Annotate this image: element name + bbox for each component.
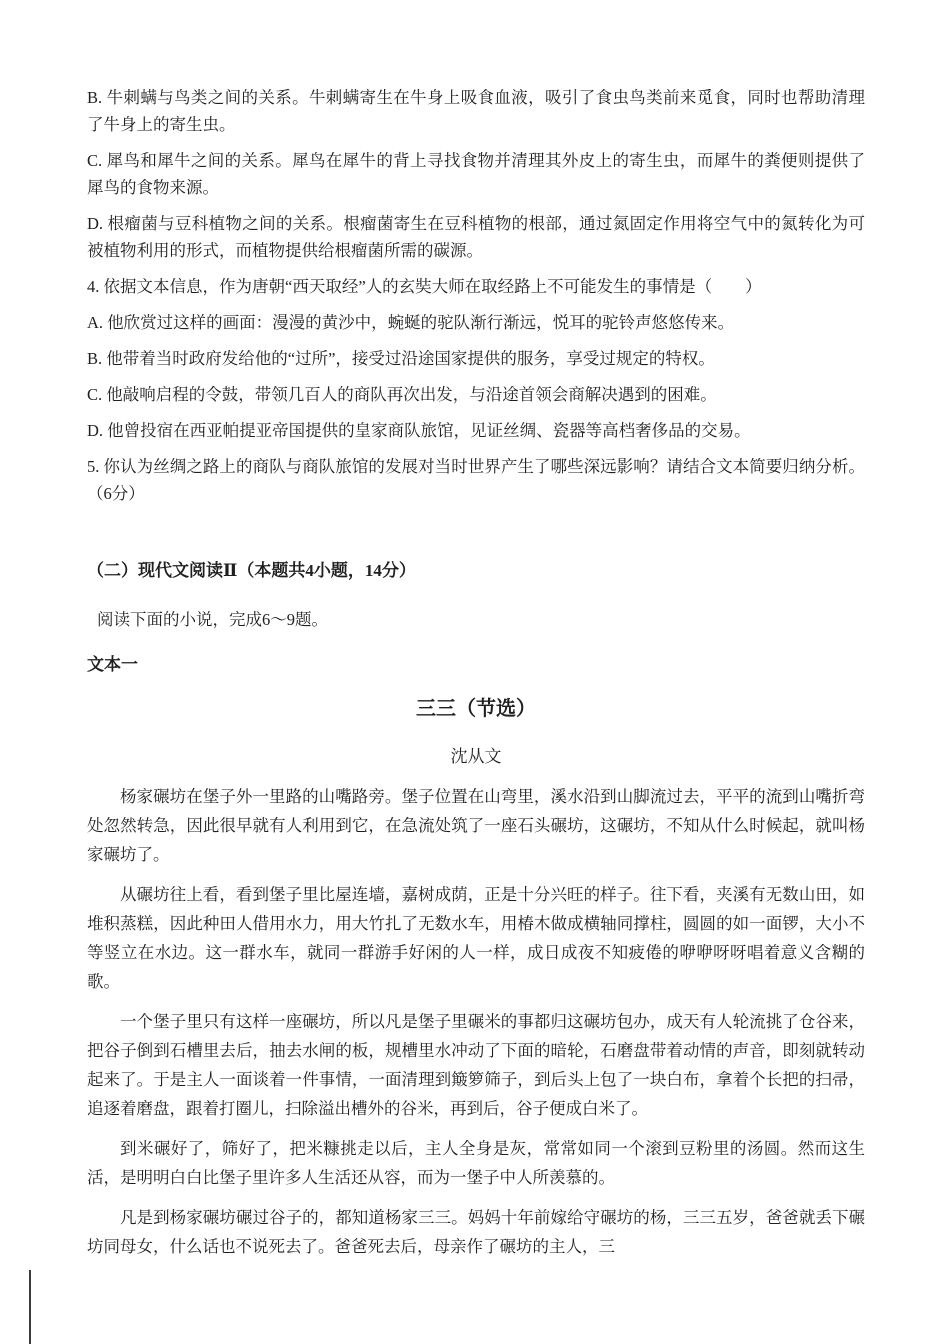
question4-stem: 4. 依据文本信息，作为唐朝“西天取经”人的玄奘大师在取经路上不可能发生的事情是（ ） <box>87 277 762 296</box>
question3-option-d: D. 根瘤菌与豆科植物之间的关系。根瘤菌寄生在豆科植物的根部，通过氮固定作用将空气中的氮转化为可被植物利用的形式，而植物提供给根瘤菌所需的碳源。 <box>87 214 865 260</box>
question4-option-a: A. 他欣赏过这样的画面：漫漫的黄沙中，蜿蜒的驼队渐行渐远，悦耳的驼铃声悠悠传来。 <box>87 313 735 332</box>
question3-option-c: C. 犀鸟和犀牛之间的关系。犀鸟在犀牛的背上寻找食物并清理其外皮上的寄生虫，而犀牛的粪便则提供了犀鸟的食物来源。 <box>87 151 865 197</box>
question4-option-d: D. 他曾投宿在西亚帕提亚帝国提供的皇家商队旅馆，见证丝绸、瓷器等高档奢侈品的交易。 <box>87 421 751 440</box>
section2-instruction: 阅读下面的小说，完成6～9题。 <box>97 610 328 629</box>
story-author: 沈从文 <box>450 747 502 766</box>
story-title: 三三（节选） <box>416 698 536 720</box>
story-paragraph: 一个堡子里只有这样一座碾坊，所以凡是堡子里碾米的事都归这碾坊包办，成天有人轮流挑了仓谷来，把谷子倒到石槽里去后，抽去水闸的板，规槽里水冲动了下面的暗轮，石磨盘带着动情的声音，即刻就转动起来了。于是主人一面谈着一件事情，一面清理到簸箩筛子，到后头上包了一块白布，拿着个长把的扫帚，追逐着磨盘，跟着打圈儿，扫除溢出槽外的谷米，再到后，谷子便成白米了。 <box>87 1012 865 1118</box>
story-body <box>87 782 865 1261</box>
text-one-label: 文本一 <box>87 655 138 674</box>
question3-option-b: B. 牛刺螨与鸟类之间的关系。牛刺螨寄生在牛身上吸食血液，吸引了食虫鸟类前来觅食，同时也帮助清理了牛身上的寄生虫。 <box>87 88 865 134</box>
story-paragraph: 杨家碾坊在堡子外一里路的山嘴路旁。堡子位置在山弯里，溪水沿到山脚流过去，平平的流到山嘴折弯处忽然转急，因此很早就有人利用到它，在急流处筑了一座石头碾坊，这碾坊，不知从什么时候起，就叫杨家碾坊了。 <box>87 787 865 864</box>
question4-option-c: C. 他敲响启程的令鼓，带领几百人的商队再次出发，与沿途首领会商解决遇到的困难。 <box>87 385 717 404</box>
story-paragraph: 凡是到杨家碾坊碾过谷子的，都知道杨家三三。妈妈十年前嫁给守碾坊的杨，三三五岁，爸爸就丢下碾坊同母女，什么话也不说死去了。爸爸死去后，母亲作了碾坊的主人，三 <box>87 1208 865 1256</box>
section2-header: （二）现代文阅读Ⅱ（本题共4小题，14分） <box>87 561 416 580</box>
question5-stem: 5. 你认为丝绸之路上的商队与商队旅馆的发展对当时世界产生了哪些深远影响？请结合文本简要归纳分析。（6分） <box>87 457 865 503</box>
page-border-artifact <box>29 1270 31 1344</box>
story-paragraph: 到米碾好了，筛好了，把米糠挑走以后，主人全身是灰，常常如同一个滚到豆粉里的汤圆。然而这生活，是明明白白比堡子里许多人生活还从容，而为一堡子中人所羡慕的。 <box>87 1139 865 1187</box>
question4-option-b: B. 他带着当时政府发给他的“过所”，接受过沿途国家提供的服务，享受过规定的特权。 <box>87 349 715 368</box>
story-paragraph: 从碾坊往上看，看到堡子里比屋连墙，嘉树成荫，正是十分兴旺的样子。往下看，夹溪有无数山田，如堆积蒸糕，因此种田人借用水力，用大竹扎了无数水车，用椿木做成横轴同撑柱，圆圆的如一面锣，大小不等竖立在水边。这一群水车，就同一群游手好闲的人一样，成日成夜不知疲倦的咿咿呀呀唱着意义含糊的歌。 <box>87 885 865 991</box>
